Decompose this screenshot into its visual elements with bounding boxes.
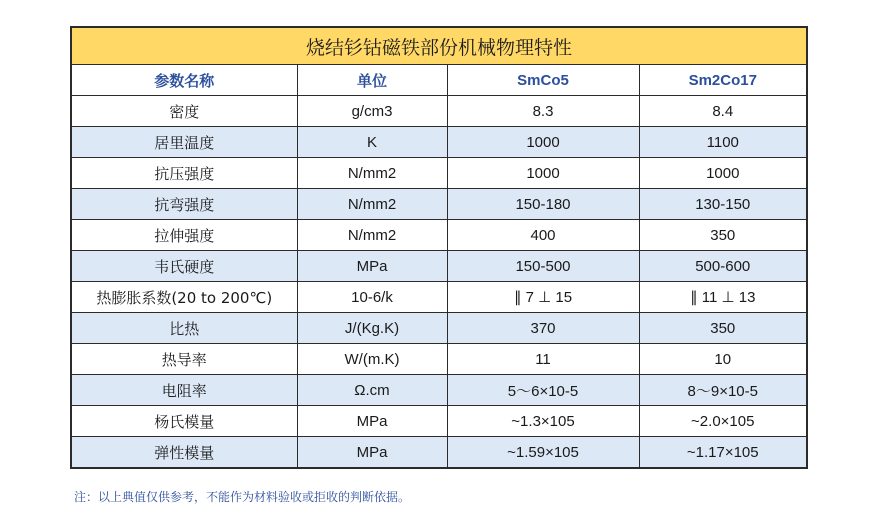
header-cell-param: 参数名称 — [71, 65, 297, 96]
table-row — [71, 220, 807, 251]
param-name-cell: 韦氏硬度 — [71, 251, 297, 282]
sm2co17-cell: 350 — [639, 220, 807, 251]
table-row — [71, 437, 807, 469]
table-title: 烧结钐钴磁铁部份机械物理特性 — [71, 27, 807, 65]
header-cell-unit: 单位 — [297, 65, 447, 96]
unit-cell: g/cm3 — [297, 96, 447, 127]
param-name-cell: 弹性模量 — [71, 437, 297, 469]
unit-cell: Ω.cm — [297, 375, 447, 406]
footnote: 注：以上典值仅供参考，不能作为材料验收或拒收的判断依据。 — [74, 490, 411, 504]
title-row — [71, 27, 807, 65]
unit-cell: K — [297, 127, 447, 158]
unit-cell: MPa — [297, 251, 447, 282]
table-row — [71, 251, 807, 282]
param-name-cell: 抗弯强度 — [71, 189, 297, 220]
smco5-cell: 11 — [447, 344, 639, 375]
sm2co17-cell: 1000 — [639, 158, 807, 189]
sm2co17-cell: 8.4 — [639, 96, 807, 127]
table-row — [71, 127, 807, 158]
smco5-cell: 400 — [447, 220, 639, 251]
sm2co17-cell: 500-600 — [639, 251, 807, 282]
smco5-cell: ∥ 7 ⊥ 15 — [447, 282, 639, 313]
properties-table — [70, 26, 808, 469]
table-row — [71, 313, 807, 344]
table-row — [71, 375, 807, 406]
sm2co17-cell: ∥ 11 ⊥ 13 — [639, 282, 807, 313]
smco5-cell: ~1.3×105 — [447, 406, 639, 437]
smco5-cell: 150-500 — [447, 251, 639, 282]
unit-cell: W/(m.K) — [297, 344, 447, 375]
table-row — [71, 189, 807, 220]
smco5-cell: 5～6×10-5 — [447, 375, 639, 406]
smco5-cell: 1000 — [447, 127, 639, 158]
param-name-cell: 比热 — [71, 313, 297, 344]
table-row — [71, 282, 807, 313]
table-row — [71, 344, 807, 375]
sm2co17-cell: 130-150 — [639, 189, 807, 220]
param-name-cell: 密度 — [71, 96, 297, 127]
unit-cell: N/mm2 — [297, 158, 447, 189]
header-cell-sm2co17: Sm2Co17 — [639, 65, 807, 96]
unit-cell: N/mm2 — [297, 189, 447, 220]
unit-cell: MPa — [297, 406, 447, 437]
properties-table-container — [70, 26, 806, 469]
smco5-cell: 1000 — [447, 158, 639, 189]
header-row — [71, 65, 807, 96]
param-name-cell: 热膨胀系数(20 to 200℃) — [71, 282, 297, 313]
param-name-cell: 拉伸强度 — [71, 220, 297, 251]
sm2co17-cell: 8～9×10-5 — [639, 375, 807, 406]
unit-cell: MPa — [297, 437, 447, 469]
sm2co17-cell: 1100 — [639, 127, 807, 158]
smco5-cell: 150-180 — [447, 189, 639, 220]
sm2co17-cell: ~2.0×105 — [639, 406, 807, 437]
table-row — [71, 96, 807, 127]
param-name-cell: 抗压强度 — [71, 158, 297, 189]
param-name-cell: 热导率 — [71, 344, 297, 375]
sm2co17-cell: ~1.17×105 — [639, 437, 807, 469]
unit-cell: 10-6/k — [297, 282, 447, 313]
smco5-cell: ~1.59×105 — [447, 437, 639, 469]
param-name-cell: 电阻率 — [71, 375, 297, 406]
unit-cell: N/mm2 — [297, 220, 447, 251]
smco5-cell: 8.3 — [447, 96, 639, 127]
param-name-cell: 杨氏模量 — [71, 406, 297, 437]
unit-cell: J/(Kg.K) — [297, 313, 447, 344]
sm2co17-cell: 350 — [639, 313, 807, 344]
param-name-cell: 居里温度 — [71, 127, 297, 158]
table-row — [71, 406, 807, 437]
sm2co17-cell: 10 — [639, 344, 807, 375]
table-row — [71, 158, 807, 189]
header-cell-smco5: SmCo5 — [447, 65, 639, 96]
smco5-cell: 370 — [447, 313, 639, 344]
